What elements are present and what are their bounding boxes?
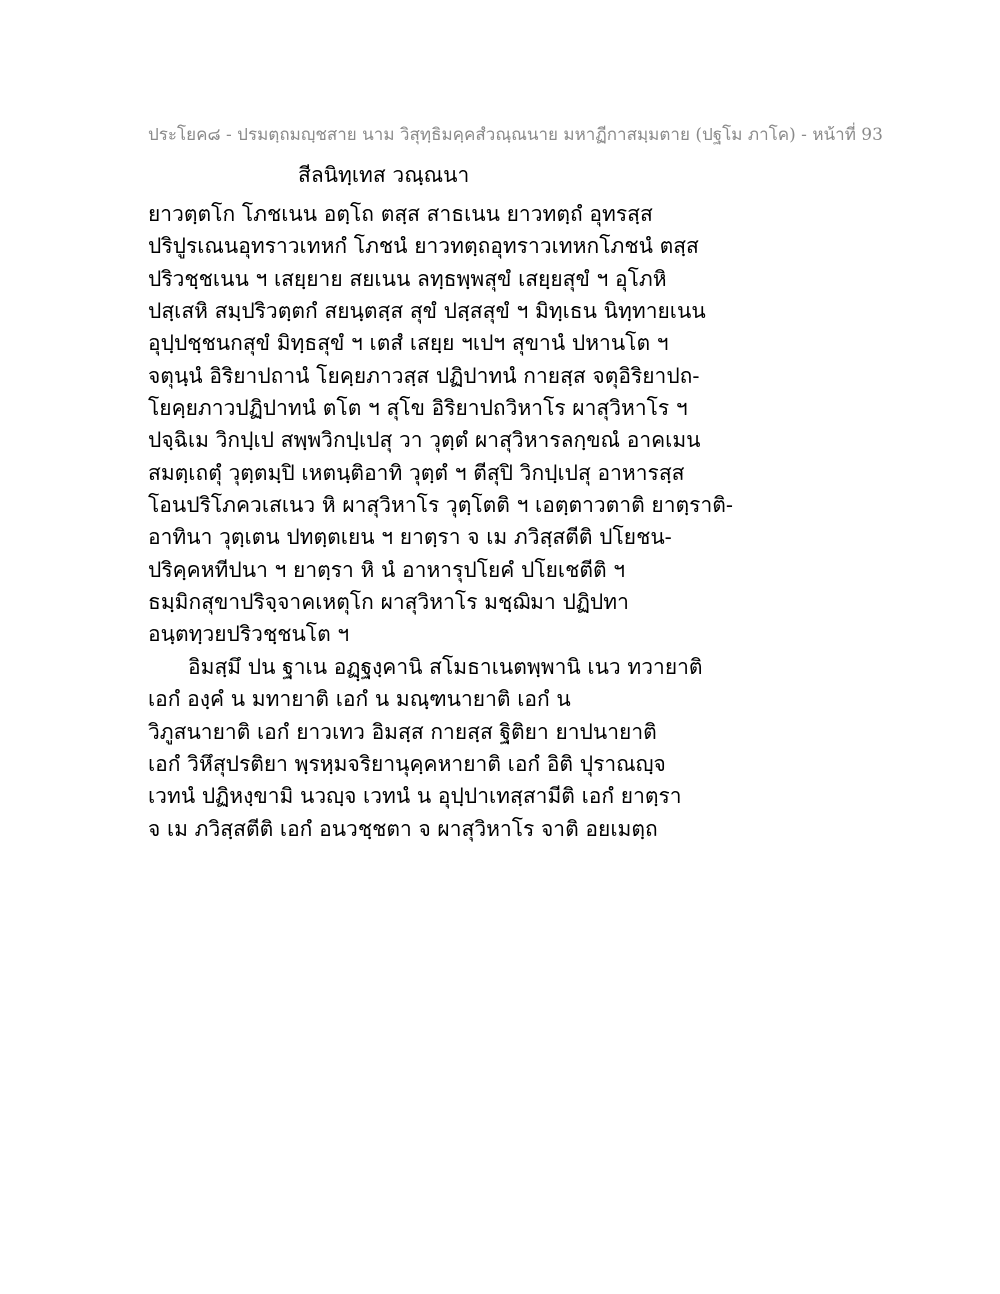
text-line: ปจฺฉิเม วิกปฺเป สพฺพวิกปฺเปสุ วา วุตฺตํ ผาสุวิหารลกฺขณํ อาคเมน — [148, 428, 701, 453]
text-line: ธมฺมิกสุขาปริจฺจาคเหตุโก ผาสุวิหาโร มชฺฌิมา ปฏิปทา — [148, 590, 629, 615]
text-line: จตุนฺนํ อิริยาปถานํ โยคฺยภาวสฺส ปฏิปาทนํ กายสฺส จตุอิริยาปถ- — [148, 363, 700, 388]
text-line: เอกํ วิหึสุปรติยา พฺรหฺมจริยานุคฺคหายาติ เอกํ อิติ ปุราณญฺจ — [148, 751, 666, 776]
text-line: ปริวชฺชเนน ฯ เสยฺยาย สยเนน ลทฺธพฺพสุขํ เสยฺยสุขํ ฯ อุโภหิ — [148, 266, 667, 291]
text-line: ปสฺเสหิ สมฺปริวตฺตกํ สยนฺตสฺส สุขํ ปสฺสสุขํ ฯ มิทฺเธน นิทฺทายเนน — [148, 299, 706, 324]
text-line: ยาวตฺตโก โภชเนน อตฺโถ ตสฺส สาธเนน ยาวทตฺถํ อุทรสฺส — [148, 202, 653, 226]
text-line: อาทินา วุตฺเตน ปทตฺตเยน ฯ ยาตฺรา จ เม ภวิสฺสตีติ ปโยชน- — [148, 525, 672, 550]
text-line: เอกํ องฺคํ น มทายาติ เอกํ น มณฺฑนายาติ เอกํ น — [148, 687, 571, 712]
paragraph — [148, 198, 848, 651]
text-line: โอนปริโภควเสเนว หิ ผาสุวิหาโร วุตฺโตติ ฯ เอตฺตาวตาติ ยาตฺราติ- — [148, 493, 733, 518]
text-line: เวทนํ ปฏิหงฺขามิ นวญฺจ เวทนํ น อุปฺปาเทสฺสามีติ เอกํ ยาตฺรา — [148, 784, 682, 809]
section-heading: สีลนิทฺเทส วณฺณนา — [298, 163, 470, 187]
body-text — [148, 198, 848, 845]
text-line: อนฺตทฺวยปริวชฺชนโต ฯ — [148, 622, 350, 647]
text-line: สมตฺเถตุํ วุตฺตมฺปิ เหตนฺติอาทิ วุตฺตํ ฯ ตีสุปิ วิกปฺเปสุ อาหารสฺส — [148, 460, 685, 485]
paragraph — [148, 651, 848, 845]
text-line: จ เม ภวิสฺสตีติ เอกํ อนวชฺชตา จ ผาสุวิหาโร จาติ อยเมตฺถ — [148, 816, 658, 841]
text-line: ปริปูรเณนอุทราวเทหกํ โภชนํ ยาวทตฺถอุทราวเทหกโภชนํ ตสฺส — [148, 234, 699, 259]
text-line: อุปฺปชฺชนกสุขํ มิทฺธสุขํ ฯ เตสํ เสยฺย ฯเปฯ สุขานํ ปหานโต ฯ — [148, 331, 669, 356]
running-header: ประโยค๘ - ปรมตฺถมญฺชสาย นาม วิสุทฺธิมคฺคสํวณฺณนาย มหาฏีกาสมฺมตาย (ปฐโม ภาโค) - หน้าที่ 93 — [148, 125, 883, 145]
text-line: อิมสฺมึ ปน ฐาเน อฏฺฐงฺคานิ สโมธาเนตพฺพานิ เนว ทวายาติ — [188, 654, 703, 679]
text-line: โยคฺยภาวปฏิปาทนํ ตโต ฯ สุโข อิริยาปถวิหาโร ผาสุวิหาโร ฯ — [148, 396, 688, 421]
text-line: ปริคฺคหทีปนา ฯ ยาตฺรา หิ นํ อาหารุปโยคํ ปโยเชตีติ ฯ — [148, 557, 626, 582]
text-line: วิภูสนายาติ เอกํ ยาวเทว อิมสฺส กายสฺส ฐิติยา ยาปนายาติ — [148, 719, 657, 744]
